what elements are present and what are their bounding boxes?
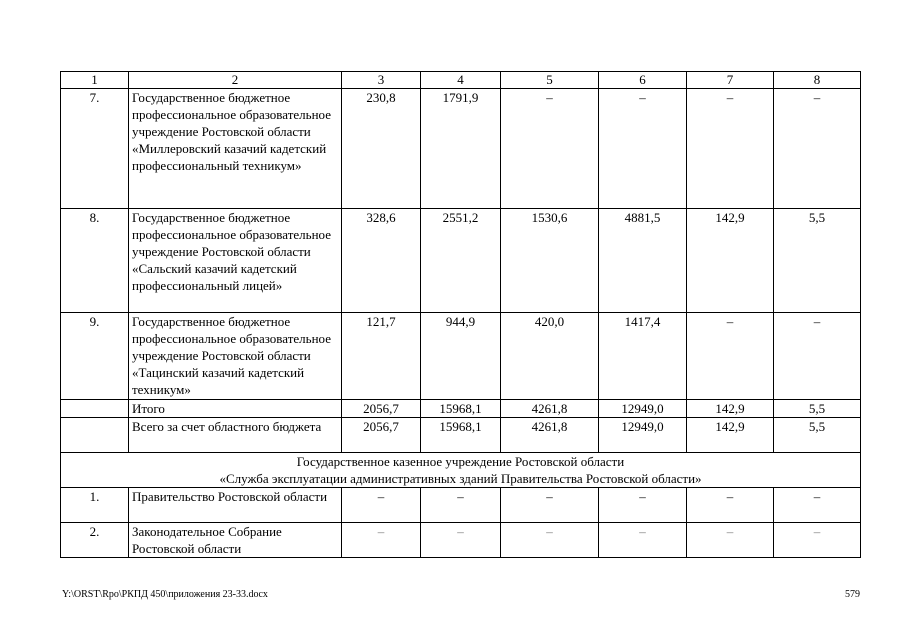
value-cell: – <box>774 89 861 209</box>
row-number: 8. <box>61 209 129 313</box>
value-cell: – <box>687 313 774 400</box>
institution-name: Государственное бюджетное профессиональное образовательное учреждение Ростовской области «Тацинский казачий кадетский техникум» <box>129 313 342 400</box>
section-header-row <box>61 453 861 488</box>
total-label: Итого <box>129 400 342 418</box>
value-cell: 4881,5 <box>599 209 687 313</box>
value-cell: 12949,0 <box>599 418 687 453</box>
row-number: 1. <box>61 488 129 523</box>
table-row <box>61 523 861 558</box>
row-number <box>61 400 129 418</box>
value-cell: 4261,8 <box>501 400 599 418</box>
header-cell: 8 <box>774 72 861 89</box>
header-cell: 1 <box>61 72 129 89</box>
value-cell: 944,9 <box>421 313 501 400</box>
value-cell: – <box>687 488 774 523</box>
section-title-line: «Служба эксплуатации административных зданий Правительства Ростовской области» <box>219 471 702 486</box>
section-title-line: Государственное казенное учреждение Ростовской области <box>296 454 625 469</box>
value-cell: – <box>501 89 599 209</box>
table-row <box>61 89 861 209</box>
grand-total-label: Всего за счет областного бюджета <box>129 418 342 453</box>
value-cell: 142,9 <box>687 418 774 453</box>
table-header-row <box>61 72 861 89</box>
value-cell: 4261,8 <box>501 418 599 453</box>
row-number: 2. <box>61 523 129 558</box>
header-cell: 5 <box>501 72 599 89</box>
header-cell: 7 <box>687 72 774 89</box>
file-path-footer: Y:\ORST\Rpo\РКПД 450\приложения 23-33.docx <box>62 589 268 600</box>
value-cell: – <box>774 313 861 400</box>
institution-name: Правительство Ростовской области <box>129 488 342 523</box>
value-cell: – <box>599 523 687 558</box>
value-cell: 2056,7 <box>342 418 421 453</box>
table-row <box>61 313 861 400</box>
value-cell: 121,7 <box>342 313 421 400</box>
header-cell: 6 <box>599 72 687 89</box>
value-cell: – <box>774 488 861 523</box>
value-cell: – <box>687 523 774 558</box>
value-cell: 5,5 <box>774 400 861 418</box>
value-cell: 420,0 <box>501 313 599 400</box>
value-cell: – <box>421 523 501 558</box>
table-row <box>61 209 861 313</box>
value-cell: 142,9 <box>687 209 774 313</box>
value-cell: 5,5 <box>774 418 861 453</box>
institution-name: Законодательное Собрание Ростовской области <box>129 523 342 558</box>
value-cell: 1417,4 <box>599 313 687 400</box>
value-cell: 2056,7 <box>342 400 421 418</box>
value-cell: 328,6 <box>342 209 421 313</box>
total-row <box>61 400 861 418</box>
value-cell: 5,5 <box>774 209 861 313</box>
value-cell: 142,9 <box>687 400 774 418</box>
value-cell: – <box>774 523 861 558</box>
value-cell: 230,8 <box>342 89 421 209</box>
value-cell: – <box>342 523 421 558</box>
value-cell: 15968,1 <box>421 418 501 453</box>
header-cell: 3 <box>342 72 421 89</box>
value-cell: – <box>501 523 599 558</box>
institution-name: Государственное бюджетное профессиональное образовательное учреждение Ростовской области «Сальский казачий кадетский профессиональный лицей» <box>129 209 342 313</box>
value-cell: – <box>421 488 501 523</box>
value-cell: – <box>501 488 599 523</box>
value-cell: 12949,0 <box>599 400 687 418</box>
value-cell: 1530,6 <box>501 209 599 313</box>
row-number: 9. <box>61 313 129 400</box>
value-cell: 2551,2 <box>421 209 501 313</box>
row-number <box>61 418 129 453</box>
value-cell: – <box>599 488 687 523</box>
header-cell: 2 <box>129 72 342 89</box>
value-cell: 15968,1 <box>421 400 501 418</box>
value-cell: – <box>599 89 687 209</box>
header-cell: 4 <box>421 72 501 89</box>
page-number: 579 <box>845 589 860 600</box>
institution-name: Государственное бюджетное профессиональное образовательное учреждение Ростовской области «Миллеровский казачий кадетский профессиональный техникум» <box>129 89 342 209</box>
value-cell: – <box>342 488 421 523</box>
budget-table <box>60 71 861 558</box>
value-cell: – <box>687 89 774 209</box>
row-number: 7. <box>61 89 129 209</box>
grand-total-row <box>61 418 861 453</box>
section-title <box>61 453 861 488</box>
table-row <box>61 488 861 523</box>
value-cell: 1791,9 <box>421 89 501 209</box>
